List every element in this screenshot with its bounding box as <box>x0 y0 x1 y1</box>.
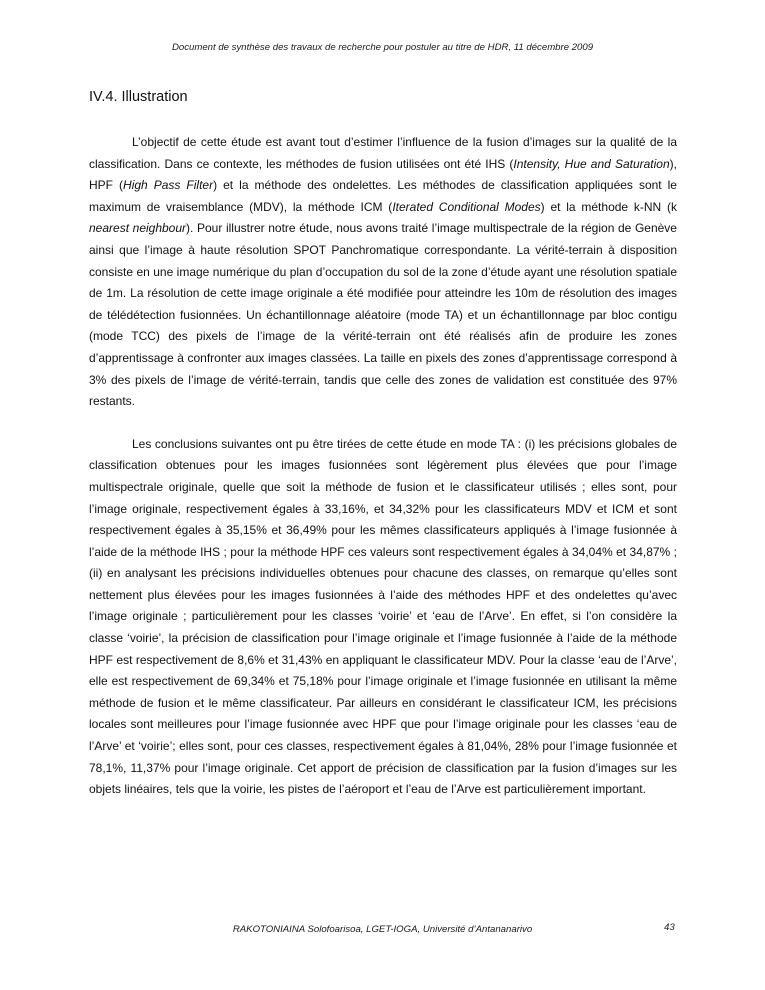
paragraph-2 <box>89 434 677 801</box>
footer-author: RAKOTONIAINA Solofoarisoa, LGET-IOGA, Université d’Antananarivo <box>232 924 533 935</box>
text-segment: L’objectif de cette étude est avant tout d’estimer l’influence de la fusion d’images sur la qualité de la classification. Dans ce contexte, les méthodes de fusion utilisées ont été IHS ( <box>89 135 677 171</box>
text-segment: ) et la méthode des ondelettes. Les méthodes de classification appliquées sont le maximum de vraisemblance (MDV), la méthode ICM ( <box>89 178 677 214</box>
section-title: IV.4. Illustration <box>89 89 188 105</box>
text-segment: ), HPF ( <box>89 156 678 193</box>
running-header: Document de synthèse des travaux de recherche pour postuler au titre de HDR, 11 décembre 2009 <box>171 42 594 53</box>
italic-term: Intensity, Hue and Saturation <box>513 156 670 171</box>
italic-term: nearest neighbour <box>89 221 187 236</box>
italic-term: High Pass Filter <box>123 178 214 193</box>
text-segment: ). Pour illustrer notre étude, nous avons traité l’image multispectrale de la région de Genève ainsi que l’image à haute résolution SPOT Panchromatique correspondante. La vérité-terrain à disposition consiste en une image numérique du plan d’occupation du sol de la zone d’étude ayant une résolution spatiale de 1m. La résolution de cette image originale a été modifiée pour atteindre les 10m de résolution des images de télédétection fusionnées. Un échantillonnage aléatoire (mode TA) et un échantillonnage par bloc contigu (mode TCC) des pixels de l’image de la vérité-terrain ont été réalisés afin de produire les zones d’apprentissage à confronter aux images classées. La taille en pixels des zones d’apprentissage correspond à 3% des pixels de l’image de vérité-terrain, tandis que celle des zones de validation est constituée des 97% restants. <box>89 221 677 409</box>
text-segment: Les conclusions suivantes ont pu être tirées de cette étude en mode TA : (i) les précisions globales de classification obtenues pour les images fusionnées sont légèrement plus élevées que pour l’image multispectrale originale, quelle que soit la méthode de fusion et le classificateur utilisés ; elles sont, pour l’image originale, respectivement égales à 33,16%, et 34,32% pour les classificateurs MDV et ICM et sont respectivement égales à 35,15% et 36,49% pour les mêmes classificateurs appliqués à l’image fusionnée à l’aide de la méthode IHS ; pour la méthode HPF ces valeurs sont respectivement égales à 34,04% et 34,87% ; (ii) en analysant les précisions individuelles obtenues pour chacune des classes, on remarque qu’elles sont nettement plus élevées pour les images fusionnées à l’aide des méthodes HPF et des ondelettes qu’avec l’image originale ; particulièrement pour les classes ‘voirie’ et ‘eau de l’Arve’. En effet, si l’on considère la classe ‘voirie’, la précision de classification pour l’image originale et l’image fusionnée à l’aide de la méthode HPF est respectivement de 8,6% et 31,43% en appliquant le classificateur MDV. Pour la classe ‘eau de l’Arve’, elle est respectivement de 69,34% et 75,18% pour l’image originale et l’image fusionnée en utilisant la même méthode de fusion et le même classificateur. Par ailleurs en considérant le classificateur ICM, les précisions locales sont meilleures pour l’image fusionnée avec HPF que pour l’image originale pour les classes ‘eau de l’Arve’ et ‘voirie’; elles sont, pour ces classes, respectivement égales à 81,04%, 28% pour l’image fusionnée et 78,1%, 11,37% pour l’image originale. Cet apport de précision de classification par la fusion d’images sur les objets linéaires, tels que la voirie, les pistes de l’aéroport et l’eau de l’Arve est particulièrement important. <box>89 436 677 797</box>
italic-term: Iterated Conditional Modes <box>392 199 541 214</box>
body-text <box>89 132 677 801</box>
page-number: 43 <box>664 922 675 933</box>
text-segment: ) et la méthode k-NN (k <box>540 199 677 214</box>
paragraph-1 <box>89 132 677 413</box>
